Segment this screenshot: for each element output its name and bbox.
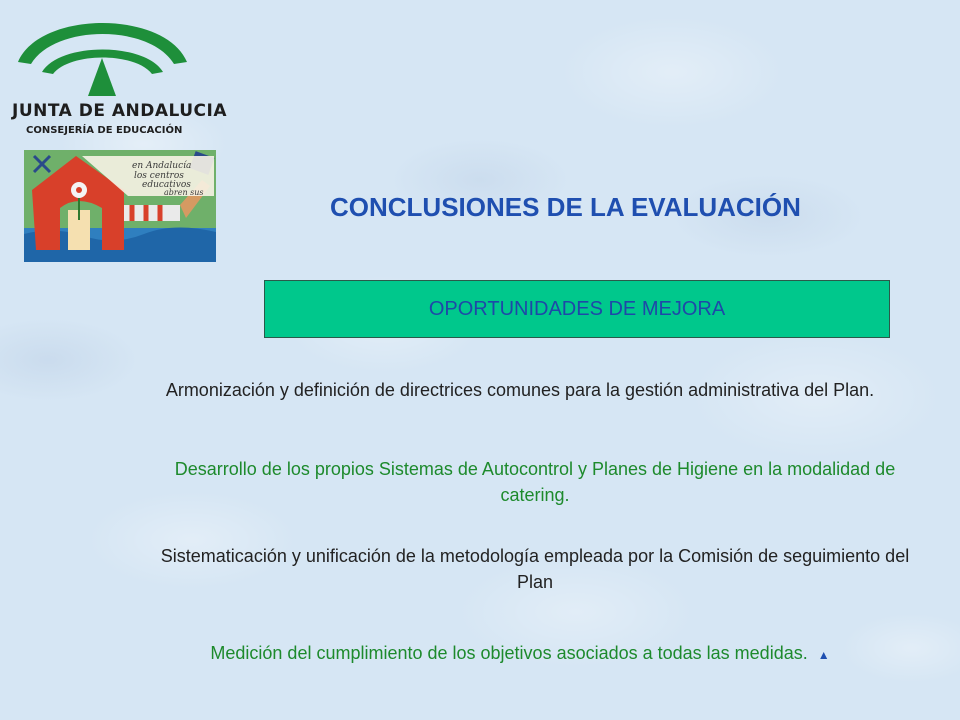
open-doors-illustration <box>24 150 216 262</box>
triangle-up-icon[interactable]: ▲ <box>817 648 830 662</box>
svg-text:los centros: los centros <box>134 171 184 181</box>
svg-text:en Andalucía: en Andalucía <box>132 161 192 171</box>
slide-title: CONCLUSIONES DE LA EVALUACIÓN <box>330 192 801 222</box>
point-3: Sistematicación y unificación de la metodología empleada por la Comisión de seguimiento del Plan <box>160 546 910 592</box>
point-1: Armonización y definición de directrices comunes para la gestión administrativa del Plan. <box>165 380 875 400</box>
point-4-text: Medición del cumplimiento de los objetivos asociados a todas las medidas. <box>210 643 808 663</box>
opportunities-label: OPORTUNIDADES DE MEJORA <box>428 297 726 320</box>
house-illustration-icon <box>24 150 216 262</box>
svg-text:educativos: educativos <box>142 180 191 190</box>
logo-title: JUNTA DE ANDALUCIA <box>12 101 227 121</box>
junta-logo <box>0 0 227 145</box>
point-2: Desarrollo de los propios Sistemas de Autocontrol y Planes de Higiene en la modalidad de catering. <box>174 459 896 505</box>
logo-subtitle: CONSEJERÍA DE EDUCACIÓN <box>26 125 183 136</box>
opportunities-box <box>264 280 890 338</box>
junta-emblem-icon <box>0 0 205 100</box>
svg-text:abren sus: abren sus <box>164 188 204 197</box>
point-4 <box>120 640 920 668</box>
